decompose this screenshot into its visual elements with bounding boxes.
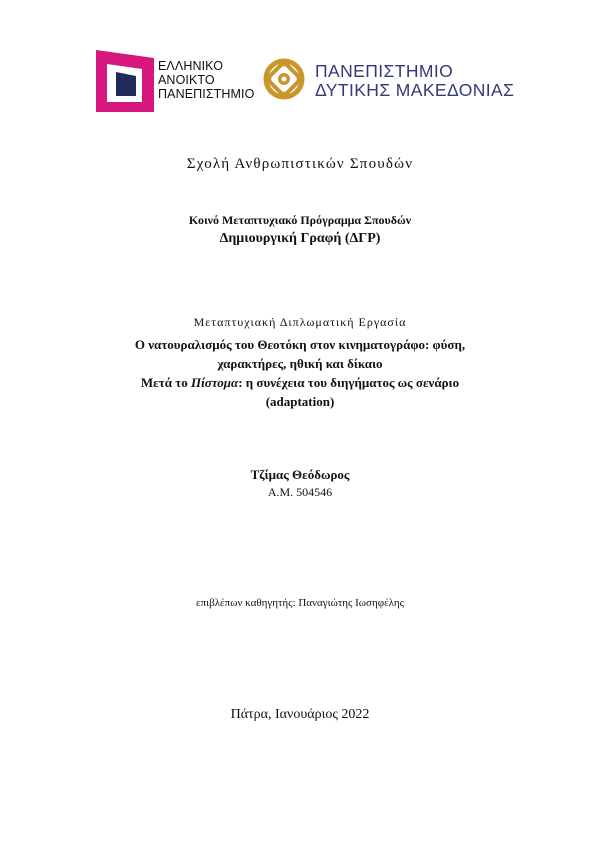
program-short-name: Δημιουργική Γραφή (ΔΓΡ) <box>219 231 381 246</box>
hellenic-open-university-logo <box>96 50 255 112</box>
program-name: Κοινό Μεταπτυχιακό Πρόγραμμα Σπουδών <box>188 213 412 227</box>
place-date: Πάτρα, Ιανουάριος 2022 <box>230 707 370 722</box>
hou-logo-line-1: ΕΛΛΗΝΙΚΟ <box>158 59 224 73</box>
hou-logo-line-3: ΠΑΝΕΠΙΣΤΗΜΙΟ <box>158 87 255 101</box>
hou-logo-line-2: ΑΝΟΙΚΤΟ <box>158 73 215 87</box>
thesis-title-line-3-prefix: Μετά το <box>140 375 191 390</box>
thesis-type: Μεταπτυχιακή Διπλωματική Εργασία <box>193 315 407 329</box>
author-name: Τζίμας Θεόδωρος <box>250 467 350 482</box>
supervisor: επιβλέπων καθηγητής: Παναγιώτης Ιωσηφέλης <box>195 597 405 609</box>
author-registration-number: Α.Μ. 504546 <box>267 485 333 499</box>
uowm-logo-line-2: ΔΥΤΙΚΗΣ ΜΑΚΕΔΟΝΙΑΣ <box>315 80 515 100</box>
thesis-title-line-2: χαρακτήρες, ηθική και δίκαιο <box>217 356 383 371</box>
school-name: Σχολή Ανθρωπιστικών Σπουδών <box>186 156 414 172</box>
uowm-logo-line-1: ΠΑΝΕΠΙΣΤΗΜΙΟ <box>315 61 454 81</box>
thesis-title-line-1: Ο νατουραλισμός του Θεοτόκη στον κινηματογράφο: φύση, <box>134 337 466 352</box>
thesis-title-line-4: (adaptation) <box>265 394 335 409</box>
uowm-knot-emblem-icon <box>263 58 305 100</box>
university-western-macedonia-logo <box>263 58 533 108</box>
thesis-title-italic-work: Πίστομα <box>190 375 239 390</box>
thesis-title-line-3 <box>0 375 600 391</box>
thesis-title-line-3-suffix: : η συνέχεια του διηγήματος ως σενάριο <box>238 375 460 390</box>
hou-emblem-icon <box>96 50 154 112</box>
